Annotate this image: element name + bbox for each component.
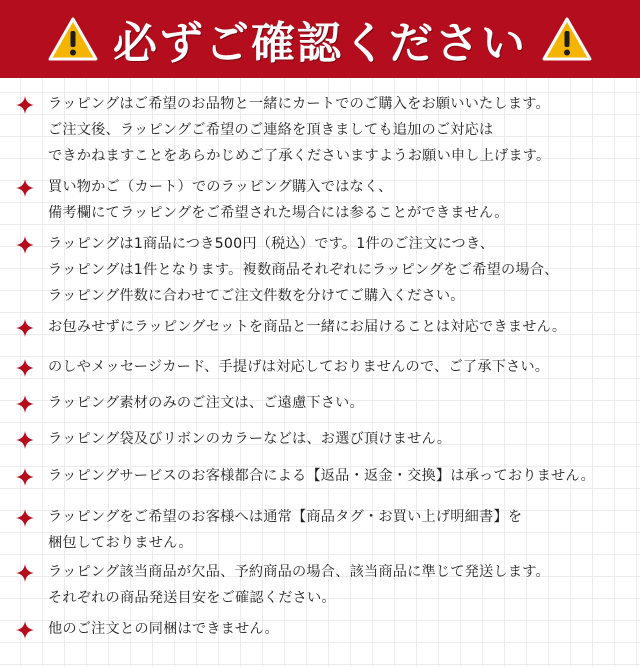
four-point-star-icon <box>16 621 34 639</box>
note-line: それぞれの商品発送目安をご確認ください。 <box>48 590 336 606</box>
four-point-star-icon <box>16 564 34 582</box>
note-line: お包みせずにラッピングセットを商品と一緒にお届けることは対応できません。 <box>48 319 567 335</box>
four-point-star-icon <box>16 395 34 413</box>
four-point-star-icon <box>16 96 34 114</box>
four-point-star-icon <box>16 431 34 449</box>
note-line: ラッピングはご希望のお品物と一緒にカートでのご購入をお願いいたします。 <box>48 96 550 112</box>
note-line: ラッピング素材のみのご注文は、ご遠慮下さい。 <box>48 395 364 411</box>
note-line: ラッピングをご希望のお客様へは通常【商品タグ・お買い上げ明細書】を <box>48 509 523 525</box>
four-point-star-icon <box>16 468 34 486</box>
note-line: 備考欄にてラッピングをご希望された場合には参ることができません。 <box>48 205 509 221</box>
warning-icon <box>47 16 99 62</box>
note-line: 買い物かご（カート）でのラッピング購入ではなく、 <box>48 179 393 195</box>
note-line: ラッピングサービスのお客様都合による【返品・返金・交換】は承っておりません。 <box>48 468 596 484</box>
note-line: ラッピングは1商品につき500円（税込）です。1件のご注文につき、 <box>48 236 495 252</box>
four-point-star-icon <box>16 509 34 527</box>
warning-icon <box>541 16 593 62</box>
four-point-star-icon <box>16 319 34 337</box>
four-point-star-icon <box>16 236 34 254</box>
note-line: ラッピング該当商品が欠品、予約商品の場合、該当商品に準じて発送します。 <box>48 564 550 580</box>
note-line: できかねますことをあらかじめご了承くださいますようお願い申し上げます。 <box>48 148 551 164</box>
note-line: のしやメッセージカード、手提げは対応しておりませんので、ご了承下さい。 <box>48 359 550 375</box>
note-line: ラッピング袋及びリボンのカラーなどは、お選び頂けません。 <box>48 431 452 447</box>
header-banner <box>0 0 640 78</box>
note-line: ラッピング件数に合わせてご注文件数を分けてご購入ください。 <box>48 288 465 304</box>
note-line: ラッピングは1件となります。複数商品それぞれにラッピングをご希望の場合、 <box>48 262 559 278</box>
note-line: ご注文後、ラッピングご希望のご連絡を頂きましても追加のご対応は <box>48 122 494 138</box>
banner-title: 必ずご確認ください <box>113 18 527 69</box>
note-line: 梱包しておりません。 <box>48 535 193 551</box>
four-point-star-icon <box>16 359 34 377</box>
note-line: 他のご注文との同梱はできません。 <box>48 621 280 637</box>
four-point-star-icon <box>16 179 34 197</box>
